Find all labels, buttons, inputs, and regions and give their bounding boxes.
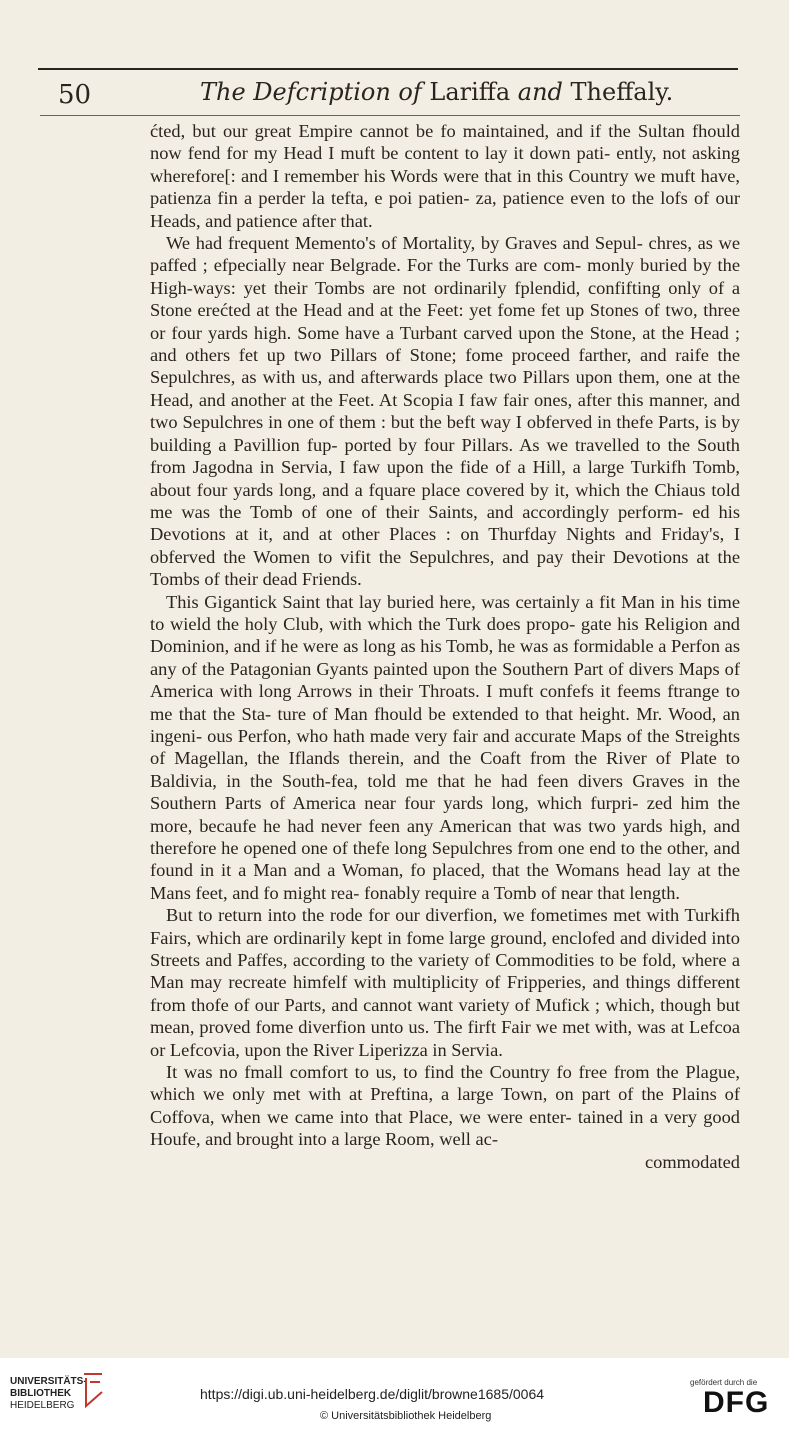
running-head-part: The Defcription of [200,78,422,106]
running-head-part: Lariffa [421,78,518,106]
copyright-text: © Universitätsbibliothek Heidelberg [320,1410,492,1422]
library-name-line: HEIDELBERG [10,1400,75,1411]
paragraph: This Gigantick Saint that lay buried here, was certainly a fit Man in his time to wield the holy Club, with which the Turk does propo- gate his Religion and Dominion, and if he were as long as his Tomb, he was as formidable a Perfon as any of the Patagonian Gyants painted upon the Southern Part of divers Maps of America with long Arrows in their Throats. I muft confefs it feems ftrange to me that the Sta- ture of Man fhould be extended to that height. Mr. Wood, an ingeni- ous Perfon, who hath made very fair and accurate Maps of the Streights of Magellan, the Iflands therein, and the Coaft from the River of Plate to Baldivia, in the South-fea, told me that he had feen divers Graves in the Southern Parts of America near four yards long, which furpri- zed him the more, becaufe he had never feen any American that was two yards high, and therefore he opened one of thefe long Sepulchres from one end to the other, and found in it a Man and a Woman, fo placed, that the Womans head lay at the Mans feet, and fo might rea- fonably require a Tomb of near that length. [150,591,740,903]
library-name [10,1376,87,1412]
running-head [200,78,673,106]
running-head-part: Theffaly. [562,78,674,106]
top-rule [38,68,738,70]
dfg-logo: DFG [703,1386,770,1419]
library-name-line: BIBLIOTHEK [10,1388,72,1399]
paragraph: But to return into the rode for our diverfion, we fometimes met with Turkifh Fairs, which are ordinarily kept in fome large ground, enclofed and divided into Streets and Paffes, according to the variety of Commodities to be fold, where a Man may recreate himfelf with multiplicity of Fripperies, and things different from thofe of our Parts, and cannot want variety of Mufick ; which, though but mean, proved fome diverfion unto us. The firft Fair we met with, was at Lefcoa or Lefcovia, upon the River Liperizza in Servia. [150,905,740,1060]
library-name-line: UNIVERSITÄTS- [10,1376,87,1387]
library-logo-icon [80,1370,106,1410]
running-head-part: and [517,78,563,106]
head-rule [40,115,740,116]
body-text [150,120,740,1173]
paragraph: It was no fmall comfort to us, to find the Country fo free from the Plague, which we only met with at Preftina, a large Town, on part of the Plains of Coffova, when we came into that Place, we were enter- tained in a very good Houfe, and brought into a large Room, well ac- [150,1062,740,1150]
catchword: commodated [645,1151,740,1172]
page-number: 50 [58,80,92,110]
paragraph: ćted, but our great Empire cannot be fo maintained, and if the Sultan fhould now fend for my Head I muft be content to lay it down pati- ently, not asking wherefore[: and I remember his Words were that in this Country we muft have, patienza fin a perder la tefta, e poi patien- za, patience even to the lofs of our Heads, and patience after that. [150,121,740,231]
funding-note: gefördert durch die [690,1378,758,1387]
footer-bar [0,1358,789,1430]
paragraph: We had frequent Memento's of Mortality, by Graves and Sepul- chres, as we paffed ; efpecially near Belgrade. For the Turks are com- monly buried by the High-ways: yet their Tombs are not ordinarily fplendid, confifting only of a Stone erećted at the Head and at the Feet: yet fome fet up Stones of two, three or four yards high. Some have a Turbant carved upon the Stone, at the Head ; and others fet up two Pillars of Stone; fome proceed farther, and raife the Sepulchres, as with us, and afterwards place two Pillars upon them, one at the Head, and another at the Feet. At Scopia I faw fair ones, after this manner, and two Sepulchres in one of them : but the beft way I obferved in thefe Parts, is by building a Pavillion fup- ported by four Pillars. As we travelled to the South from Jagodna in Servia, I faw upon the fide of a Hill, a large Turkifh Tomb, about four yards long, and a fquare place covered by it, which the Chiaus told me was the Tomb of one of their Saints, and accordingly perform- ed his Devotions at it, and at other Places : on Thurfday Nights and Friday's, I obferved the Women to vifit the Sepulchres, and pay their Devotions at the Tombs of their dead Friends. [150,233,740,590]
permalink-link[interactable]: https://digi.ub.uni-heidelberg.de/diglit/browne1685/0064 [200,1386,545,1402]
